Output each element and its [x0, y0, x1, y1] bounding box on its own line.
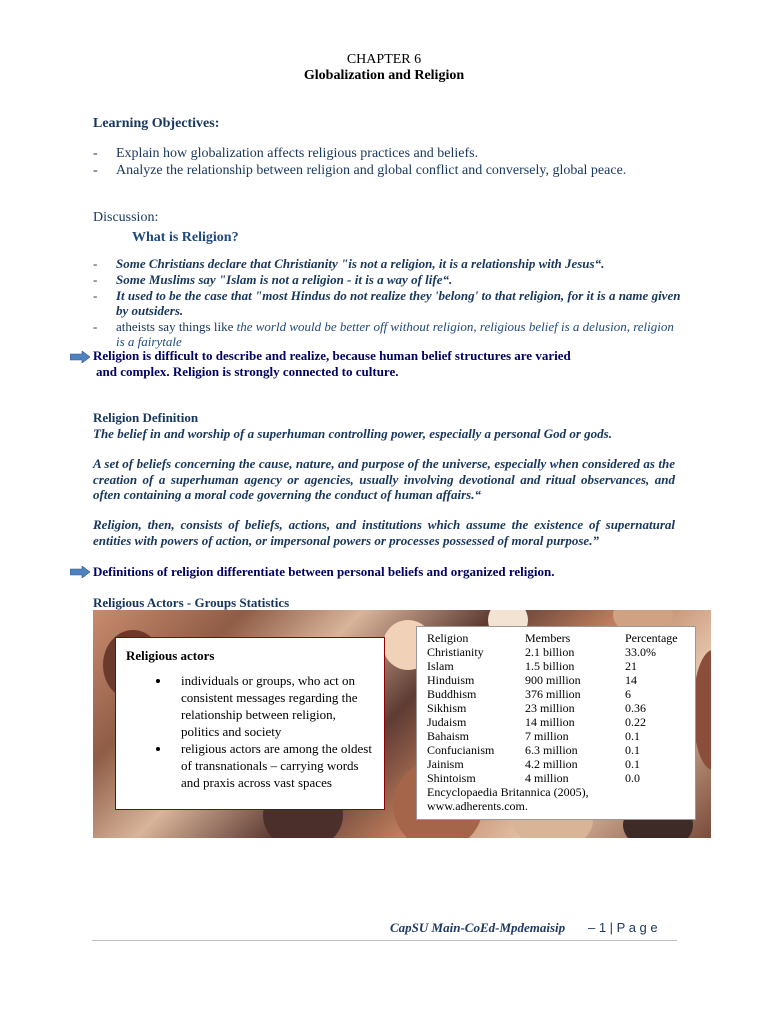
table-cell: Islam	[427, 659, 454, 673]
column-header: Religion	[427, 631, 469, 645]
table-row	[427, 645, 685, 659]
table-row	[427, 687, 685, 701]
table-cell: Buddhism	[427, 687, 477, 701]
objective-item: - Analyze the relationship between religion and global conflict and conversely, global peace.	[93, 163, 627, 178]
table-cell: Hinduism	[427, 673, 475, 687]
footer-divider	[92, 940, 677, 941]
arrow-right-icon	[70, 566, 90, 578]
definition-summary: Definitions of religion differentiate between personal beliefs and organized religion.	[93, 564, 555, 579]
table-cell: 21	[625, 659, 637, 673]
page-number: – 1 | P a g e	[588, 920, 658, 935]
table-cell: Shintoism	[427, 771, 476, 785]
table-cell: Bahaism	[427, 729, 469, 743]
religion-statistics-table	[427, 631, 685, 813]
discussion-label: Discussion:	[93, 210, 159, 225]
religion-summary-line: Religion is difficult to describe and realize, because human belief structures are varied	[93, 348, 571, 363]
religious-actors-heading: Religious actors	[126, 648, 215, 663]
table-cell: 376 million	[525, 687, 581, 701]
list-item: • religious actors are among the oldest of transnationals – carrying words and praxis across vast spaces	[171, 740, 374, 791]
table-row	[427, 771, 685, 785]
table-cell: 0.0	[625, 771, 640, 785]
footer-author: CapSU Main-CoEd-Mpdemaisip	[390, 920, 566, 935]
table-row	[427, 729, 685, 743]
table-cell: 0.1	[625, 729, 640, 743]
religion-summary-line: and complex. Religion is strongly connected to culture.	[96, 364, 399, 379]
arrow-right-icon	[70, 351, 90, 363]
table-cell: 1.5 billion	[525, 659, 575, 673]
quote-item: - Some Muslims say "Islam is not a religion - it is a way of life“.	[93, 272, 453, 287]
table-row	[427, 701, 685, 715]
what-is-religion-heading: What is Religion?	[132, 230, 239, 245]
table-row	[427, 757, 685, 771]
source-text: www.adherents.com.	[427, 799, 528, 813]
definition-paragraph: Religion, then, consists of beliefs, actions, and institutions which assume the existence of supernatural entities with powers of action, or impersonal powers or processes possessed of moral purpose.”	[93, 517, 675, 548]
table-cell: 33.0%	[625, 645, 656, 659]
table-cell: Judaism	[427, 715, 467, 729]
table-cell: 900 million	[525, 673, 581, 687]
table-row	[427, 659, 685, 673]
table-cell: Christianity	[427, 645, 484, 659]
source-text: Encyclopaedia Britannica (2005),	[427, 785, 589, 799]
column-header: Members	[525, 631, 571, 645]
table-row	[427, 673, 685, 687]
religious-actors-box	[115, 637, 385, 810]
table-cell: 0.36	[625, 701, 646, 715]
chapter-label: CHAPTER 6	[346, 52, 422, 67]
table-cell: Sikhism	[427, 701, 467, 715]
table-cell: 7 million	[525, 729, 569, 743]
objective-item: - Explain how globalization affects religious practices and beliefs.	[93, 146, 479, 161]
quote-item: - Some Christians declare that Christianity "is not a religion, it is a relationship with Jesus“.	[93, 256, 605, 271]
table-cell: 14 million	[525, 715, 575, 729]
table-row	[427, 715, 685, 729]
table-header-row	[427, 631, 685, 645]
definition-paragraph: The belief in and worship of a superhuman controlling power, especially a personal God or gods.	[93, 426, 612, 441]
table-cell: 0.22	[625, 715, 646, 729]
atheist-item: - atheists say things like the world would be better off without religion, religious belief is a delusion, religion is a fairytale	[93, 319, 674, 349]
table-cell: 0.1	[625, 757, 640, 771]
source-row	[427, 785, 685, 799]
table-cell: 4.2 million	[525, 757, 578, 771]
learning-objectives-heading: Learning Objectives:	[93, 116, 220, 131]
definition-paragraph: A set of beliefs concerning the cause, nature, and purpose of the universe, especially when considered as the creation of a superhuman agency or agencies, usually involving devotional and ritual observances, and often containing a moral code governing the conduct of human affairs.“	[93, 456, 675, 502]
table-cell: 14	[625, 673, 637, 687]
statistics-heading: Religious Actors - Groups Statistics	[93, 595, 290, 610]
table-cell: Jainism	[427, 757, 464, 771]
table-cell: 4 million	[525, 771, 569, 785]
religion-statistics-box	[416, 626, 696, 820]
column-header: Percentage	[625, 631, 678, 645]
table-cell: 2.1 billion	[525, 645, 575, 659]
page-title: Globalization and Religion	[303, 68, 465, 83]
table-cell: 23 million	[525, 701, 575, 715]
religious-actors-list	[126, 672, 374, 791]
source-row	[427, 799, 685, 813]
table-cell: Confucianism	[427, 743, 495, 757]
table-cell: 0.1	[625, 743, 640, 757]
table-cell: 6.3 million	[525, 743, 578, 757]
list-item: • individuals or groups, who act on consistent messages regarding the relationship between religion, politics and society	[171, 672, 374, 740]
table-cell: 6	[625, 687, 631, 701]
quote-item: - It used to be the case that "most Hindus do not realize they 'belong' to that religion, for it is a name given by outsiders.	[93, 288, 681, 318]
table-row	[427, 743, 685, 757]
religion-definition-heading: Religion Definition	[93, 410, 199, 425]
